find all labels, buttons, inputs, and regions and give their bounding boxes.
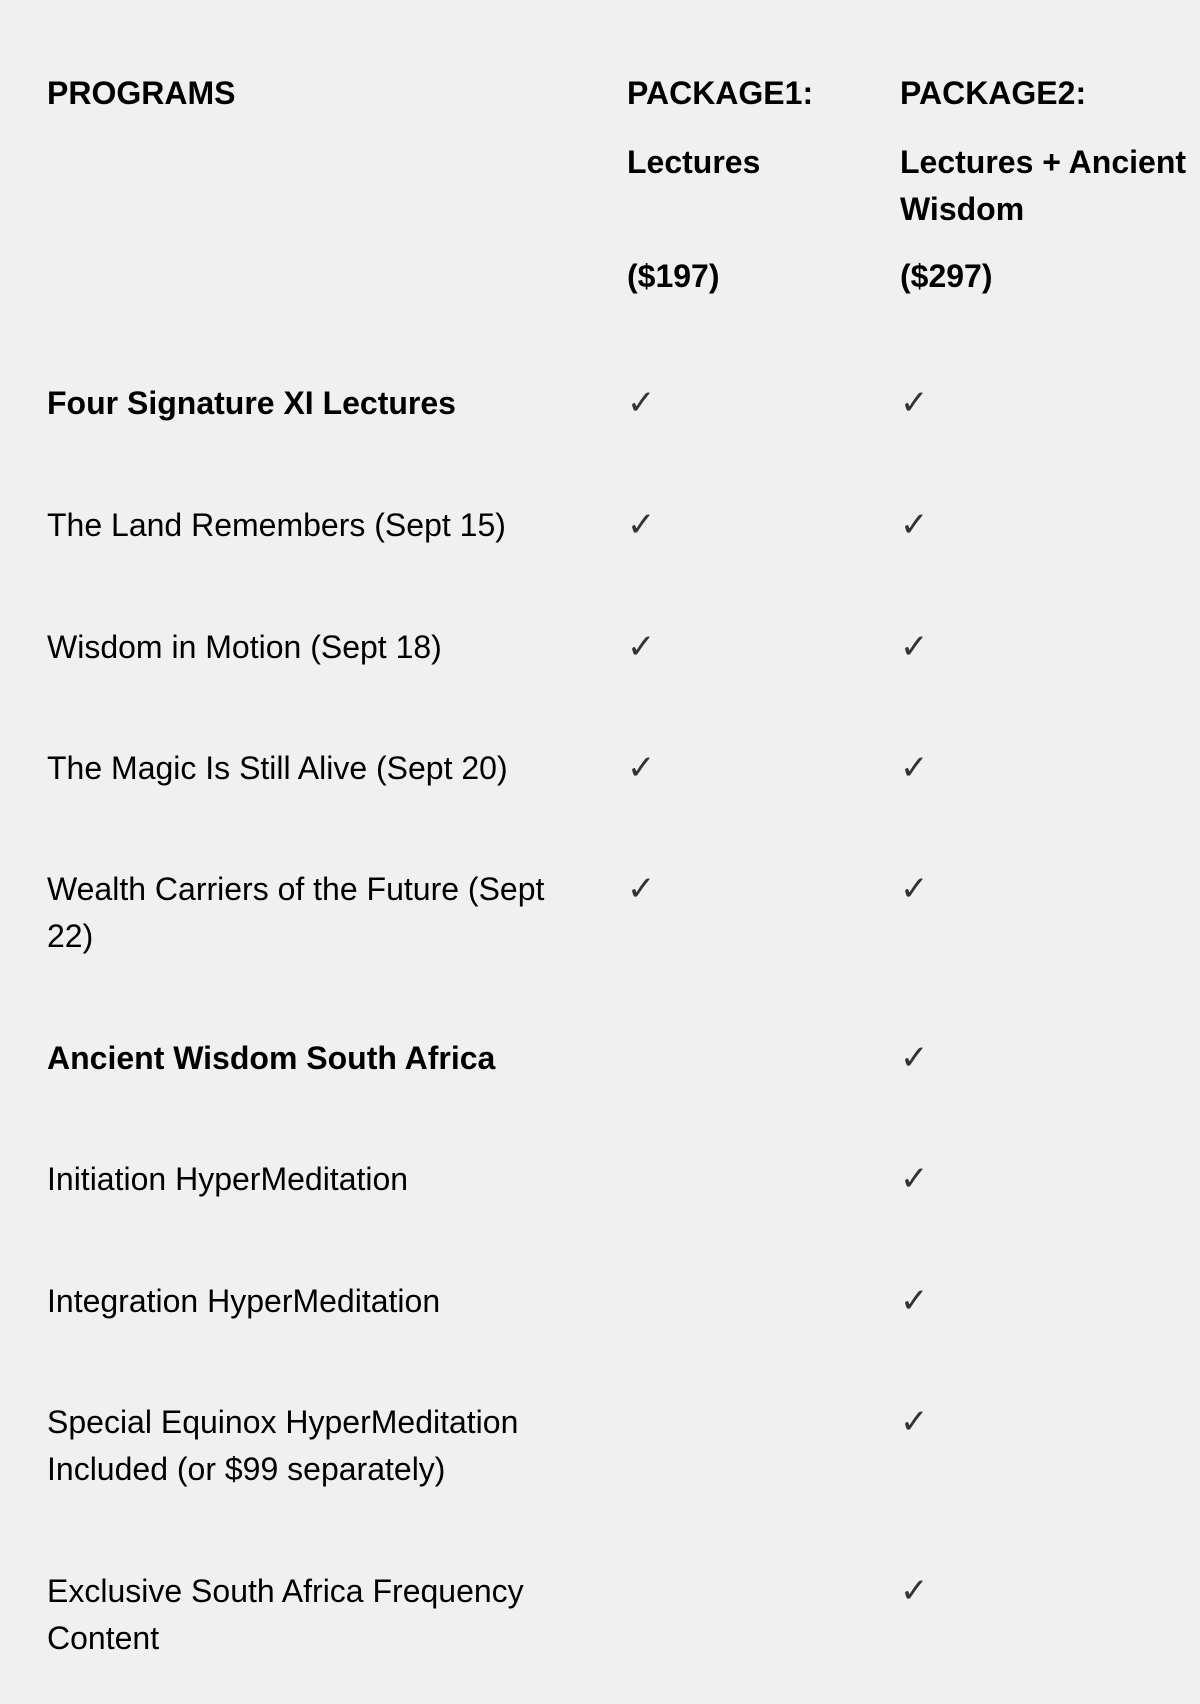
package2-label: PACKAGE2: (900, 75, 1087, 111)
package2-check-icon: ✓ (900, 1038, 929, 1078)
package2-name: Lectures + Ancient Wisdom (900, 144, 1187, 227)
program-name: Integration HyperMeditation (47, 1283, 441, 1319)
package1-header (627, 70, 877, 300)
program-name: Initiation HyperMeditation (47, 1161, 409, 1197)
program-name: Wisdom in Motion (Sept 18) (47, 629, 442, 665)
program-name: Exclusive South Africa Frequency Content (47, 1573, 524, 1656)
programs-header (47, 70, 607, 117)
package1-check-icon: ✓ (627, 748, 656, 788)
package1-check-icon: ✓ (627, 505, 656, 545)
package2-check-icon: ✓ (900, 869, 929, 909)
package1-check-icon: ✓ (627, 383, 656, 423)
package1-check-icon: ✓ (627, 627, 656, 667)
package2-check-icon: ✓ (900, 505, 929, 545)
package2-check-icon: ✓ (900, 1159, 929, 1199)
package1-label: PACKAGE1: (627, 75, 814, 111)
table-header (47, 0, 1187, 330)
program-name: The Magic Is Still Alive (Sept 20) (47, 750, 508, 786)
program-name: Four Signature XI Lectures (47, 385, 456, 421)
comparison-table (47, 0, 1187, 1656)
program-name: Ancient Wisdom South Africa (47, 1040, 496, 1076)
package2-check-icon: ✓ (900, 627, 929, 667)
package2-price: ($297) (900, 258, 993, 294)
program-name: Wealth Carriers of the Future (Sept 22) (47, 871, 545, 954)
programs-header-label: PROGRAMS (47, 75, 236, 111)
package2-check-icon: ✓ (900, 383, 929, 423)
package1-check-icon: ✓ (627, 869, 656, 909)
package2-check-icon: ✓ (900, 1571, 929, 1611)
package2-check-icon: ✓ (900, 1402, 929, 1442)
package2-check-icon: ✓ (900, 1281, 929, 1321)
package2-header (900, 70, 1190, 300)
program-name: The Land Remembers (Sept 15) (47, 507, 506, 543)
package1-name: Lectures (627, 144, 761, 180)
package1-price: ($197) (627, 258, 720, 294)
package2-check-icon: ✓ (900, 748, 929, 788)
program-name: Special Equinox HyperMeditation Included (or $99 separately) (47, 1404, 519, 1487)
